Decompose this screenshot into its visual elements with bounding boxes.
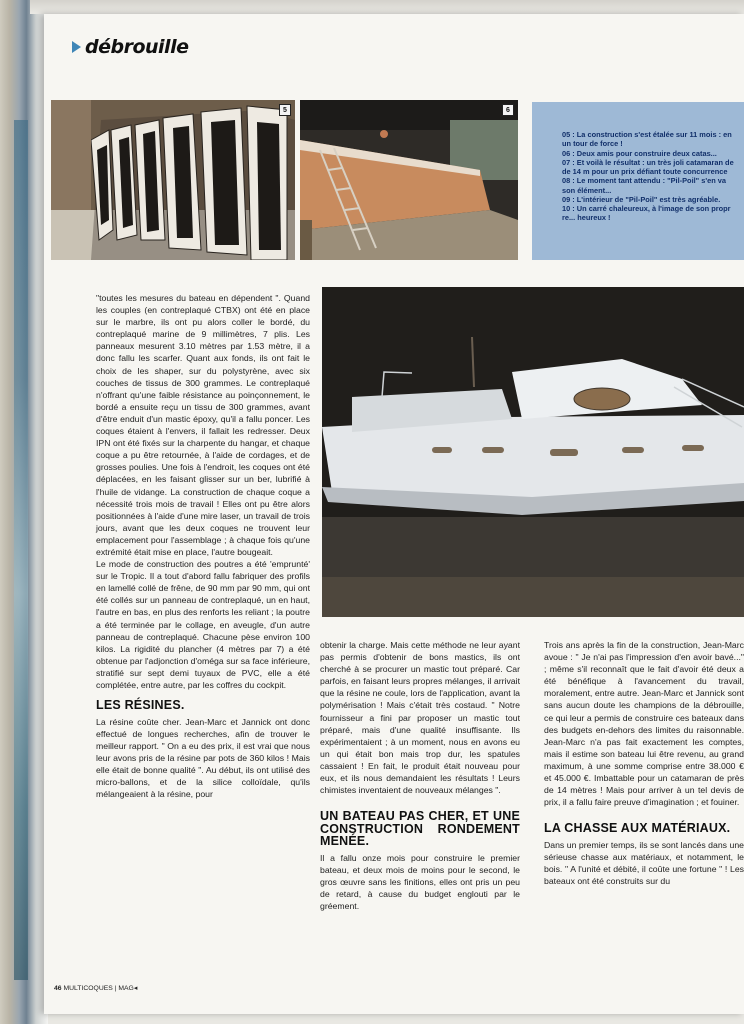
section-header	[72, 36, 188, 58]
spine-stripe	[14, 120, 28, 980]
article-column-1	[96, 292, 310, 800]
article-paragraph: Le mode de construction des poutres a été 'emprunté' sur le Tropic. Il a tout d'abord fallu fabriquer des profils en lamellé collé de frêne, de 90 mm par 90 mm, qui ont été collés sur un panneau de contreplaqué, un en haut, l'autre en bas, en plus des renforts les reliant ; la poutre a été terminée par le collage, en aveugle, d'un autre panneau de contreplaqué. Chacune pèse environ 100 kilos. La rigidité du plancher (4 mètres par 7) a été obtenue par l'adjonction d'oméga sur sa face inférieure, stratifié sur sept demi tuyaux de PVC, elle a été complétée, entre autre, par les coffres du cockpit.	[96, 559, 310, 690]
caption-line: son élément...	[562, 185, 612, 195]
magazine-spine	[0, 0, 48, 1024]
arrow-icon	[72, 41, 81, 53]
subheading-chasse-materiaux: LA CHASSE AUX MATÉRIAUX.	[544, 821, 731, 836]
article-column-2	[320, 639, 520, 912]
article-paragraph: La résine coûte cher. Jean-Marc et Jannick ont donc effectué de longues recherches, afin de trouver le meilleur rapport. " On a eu des prix, il est vrai que nous leur avons pris de la résine par pots de 360 kilos ! Mais elle était de bonne qualité ". Au début, ils ont utilisé des micro-ballons, et de la silice colloïdale, qu'ils mélangeaient à la résine, pour	[96, 716, 310, 800]
caption-line: 10 : Un carré chaleureux, à l'image de son propr	[562, 204, 731, 213]
photo-catamaran	[322, 287, 744, 617]
article-paragraph: obtenir la charge. Mais cette méthode ne leur ayant pas permis d'obtenir de bons mastics, ils ont cherché à se procurer un mastic tout préparé. Car parfois, en faisant leurs propres mélanges, il arrivait que la résine ne coule, lors de l'application, avant la polymérisation ! Mais c'était très costaud. " Notre fournisseur a fini par proposer un mastic tout préparé, mais d'une qualité insuffisante. Ils expérimentaient ; à un moment, nous en avons eu un qui était bon mais trop dur, les spatules cassaient ! En fait, le produit était nouveau pour eux, et ils nous demandaient les résultats ! Leurs chimistes inventaient de nouveaux mélanges ".	[320, 640, 520, 796]
section-title: débrouille	[85, 36, 189, 58]
article-paragraph: Il a fallu onze mois pour construire le premier bateau, et deux mois de moins pour le second, le gros œuvre sans les finitions, elles ont pris un peu de retard, à cause du budget englouti par le gréement.	[320, 852, 520, 912]
photo-captions-panel	[532, 102, 744, 260]
magazine-name: MULTICOQUES	[63, 985, 113, 992]
page-footer: 46 MULTICOQUES | MAG◂	[54, 985, 138, 992]
page-number: 46	[54, 985, 62, 992]
caption-line: 05 : La construction s'est étalée sur 11 mois : en	[562, 130, 732, 139]
article-paragraph: Trois ans après la fin de la construction, Jean-Marc avoue : " Je n'ai pas l'impression d'en avoir bavé..." ; même s'il reconnaît que le fait d'avoir été deux a été bénéfique à l'avancement du travail, moralement, entre autre. Jean-Marc et Jannick sont sans aucun doute les champions de la débrouille, ce qui leur a permis de construire ces bateaux dans des budgets en-dehors des limites du raisonnable. Jean-Marc n'a pas fait exactement les comptes, mais il estime son bateau lui être revenu, au grand maximum, à une somme comprise entre 38.000 € et 45.000 €. Imbattable pour un catamaran de près de 14 mètres ! Mais pour arriver à un tel devis de prix, il a fallu faire preuve d'imagination ; et fouiner.	[544, 640, 744, 808]
photo-number-badge: 5	[279, 104, 291, 116]
caption-line: 07 : Et voilà le résultat : un très joli catamaran de	[562, 157, 734, 167]
page-top-edge	[30, 0, 744, 14]
article-column-3	[544, 639, 744, 887]
article-paragraph: Dans un premier temps, ils se sont lancés dans une sérieuse chasse aux matériaux, et notamment, le bois. " A l'unité et débité, il coûte une fortune " ! Les bateaux ont été construits sur du	[544, 839, 744, 887]
photo-hull-hangar	[300, 100, 518, 260]
caption-line: 06 : Deux amis pour construire deux catas...	[562, 148, 717, 158]
magazine-suffix: MAG◂	[118, 985, 138, 992]
caption-line: de 14 m pour un prix défiant toute concurrence	[562, 167, 728, 176]
article-paragraph: "toutes les mesures du bateau en dépendent ". Quand les couples (en contreplaqué CTBX) ont été en place sur le marbre, ils ont pu alors coller le bordé, du contreplaqué marine de 9 millimètres, 7 plis. Les panneaux mesurent 3.10 mètres par 1.53 mètre, il a donc fallu les scarfer. Quant aux fonds, ils ont fait le choix de les shaper, sur du polystyrène, avec six couches de tissus de 300 grammes. Le contreplaqué n'offrant qu'une faible résistance au poinçonnement, le bordé a ensuite reçu un tissu de 300 grammes, avant d'être enduit d'un mastic époxy, qu'il a fallu poncer. Les coques étaient à l'envers, il fallait les redresser. Deux IPN ont été fixés sur la charpente du hangar, et chaque coque a pu être retournée, à l'aide de cordages, et de grosses poulies. Une fois à l'endroit, les coques ont été déplacées, en les faisant glisser sur un ber, lubrifié à l'huile de vidange. La construction de chaque coque a nécessité trois mois de travail ! Elles ont pu être alors positionnées à l'aide d'une mire laser, un travail de trois jours, avant que les deux coques ne trouvent leur emplacement pour l'assemblage ; à chaque fois qu'une extrémité était mise en place, l'autre bougeait.	[96, 293, 310, 557]
caption-line: un tour de force !	[562, 139, 623, 149]
subheading-resines: LES RÉSINES.	[96, 698, 185, 713]
hull-hangar-illustration	[300, 100, 518, 260]
magazine-page	[44, 14, 744, 1014]
hull-frames-illustration	[51, 100, 295, 260]
photo-hull-frames	[51, 100, 295, 260]
caption-line: 09 : L'intérieur de "Pil-Poil" est très agréable.	[562, 194, 721, 204]
photo-number-badge: 6	[502, 104, 514, 116]
caption-line: re... heureux !	[562, 213, 611, 223]
catamaran-illustration	[322, 287, 744, 617]
caption-line: 08 : Le moment tant attendu : "Pil-Poil" s'en va	[562, 176, 726, 186]
subheading-bateau-pas-cher: UN BATEAU PAS CHER, ET UNE CONSTRUCTION RONDEMENT MENÉE.	[320, 809, 520, 849]
